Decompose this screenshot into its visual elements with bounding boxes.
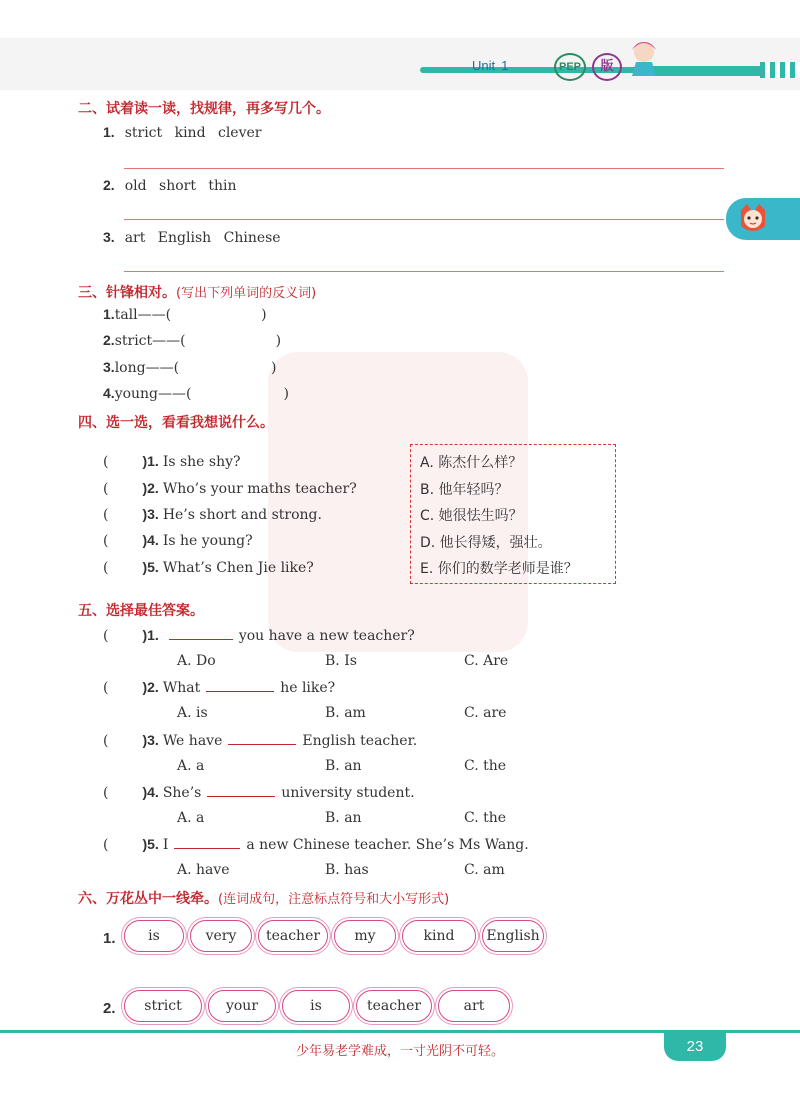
girl-mascot-icon [622, 36, 666, 76]
question-row: ( )1. you have a new teacher? [103, 627, 415, 644]
word-bubble[interactable]: is [282, 990, 350, 1022]
option-b: B. am [325, 705, 366, 721]
word-bubble[interactable]: very [190, 920, 252, 952]
word-bubble[interactable]: art [438, 990, 510, 1022]
option-c: C. the [464, 810, 507, 826]
list-item: 3. art English Chinese [103, 229, 281, 246]
option-a: A. is [177, 705, 208, 721]
question-row: ( )1. Is she shy? [103, 453, 241, 470]
section2-title: 二、试着读一读，找规律，再多写几个。 [78, 101, 330, 117]
word-bubble[interactable]: your [208, 990, 276, 1022]
word-bubble[interactable]: kind [402, 920, 476, 952]
question-row: ( )3. We have English teacher. [103, 732, 418, 749]
option-c: C. Are [464, 653, 509, 669]
question-row: ( )4. She’s university student. [103, 784, 415, 801]
fill-blank[interactable] [228, 744, 296, 745]
question-row: ( )2. Who’s your maths teacher? [103, 480, 357, 497]
unit-label: Unit 1 [472, 58, 509, 73]
answer-line[interactable] [124, 219, 724, 220]
answer-line[interactable] [124, 168, 724, 169]
edition-badge: 版 [592, 53, 622, 81]
section3-title: 三、针锋相对。(写出下列单词的反义词) [78, 285, 317, 301]
list-item: 1. strict kind clever [103, 124, 262, 141]
option-b: B. an [325, 810, 362, 826]
word-bubble[interactable]: teacher [258, 920, 328, 952]
row-number: 2. [103, 1000, 116, 1017]
fill-blank[interactable] [206, 691, 274, 692]
section5-title: 五、选择最佳答案。 [78, 603, 204, 619]
section4-title: 四、选一选，看看我想说什么。 [78, 415, 274, 431]
list-item: 4.young——( ) [103, 385, 289, 402]
answer-option: D. 他长得矮，强壮。 [420, 535, 552, 551]
answer-option: E. 你们的数学老师是谁？ [420, 561, 578, 577]
fill-blank[interactable] [174, 848, 240, 849]
row-number: 1. [103, 930, 116, 947]
word-bubble[interactable]: teacher [356, 990, 432, 1022]
word-bubble[interactable]: is [124, 920, 184, 952]
word-bubble[interactable]: my [334, 920, 396, 952]
answer-line[interactable] [124, 271, 724, 272]
answer-option: B. 他年轻吗？ [420, 482, 509, 498]
header-band [0, 38, 800, 90]
option-c: C. am [464, 862, 505, 878]
question-row: ( )4. Is he young? [103, 532, 253, 549]
option-a: A. Do [177, 653, 216, 669]
option-b: B. an [325, 758, 362, 774]
list-item: 2.strict——( ) [103, 332, 282, 349]
pep-badge: PEP [554, 53, 586, 81]
answer-option: A. 陈杰什么样？ [420, 455, 523, 471]
option-c: C. the [464, 758, 507, 774]
list-item: 1.tall——( ) [103, 306, 267, 323]
header-checker [760, 62, 800, 78]
option-b: B. Is [325, 653, 357, 669]
option-a: A. a [177, 810, 205, 826]
question-row: ( )3. He’s short and strong. [103, 506, 322, 523]
word-bubble[interactable]: English [482, 920, 544, 952]
word-bubble[interactable]: strict [124, 990, 202, 1022]
list-item: 3.long——( ) [103, 359, 277, 376]
answer-option: C. 她很怯生吗？ [420, 508, 523, 524]
question-row: ( )5. What’s Chen Jie like? [103, 559, 314, 576]
section6-title: 六、万花丛中一线牵。(连词成句，注意标点符号和大小写形式) [78, 891, 450, 907]
fill-blank[interactable] [169, 639, 233, 640]
option-c: C. are [464, 705, 507, 721]
option-a: A. a [177, 758, 205, 774]
fill-blank[interactable] [207, 796, 275, 797]
question-row: ( )5. I a new Chinese teacher. She’s Ms Wang. [103, 836, 529, 853]
list-item: 2. old short thin [103, 177, 237, 194]
footer-motto: 少年易老学难成，一寸光阴不可轻。 [295, 1044, 504, 1059]
question-row: ( )2. What he like? [103, 679, 336, 696]
cat-mascot-icon [737, 202, 769, 236]
page-number: 23 [664, 1033, 726, 1061]
option-b: B. has [325, 862, 369, 878]
option-a: A. have [177, 862, 230, 878]
